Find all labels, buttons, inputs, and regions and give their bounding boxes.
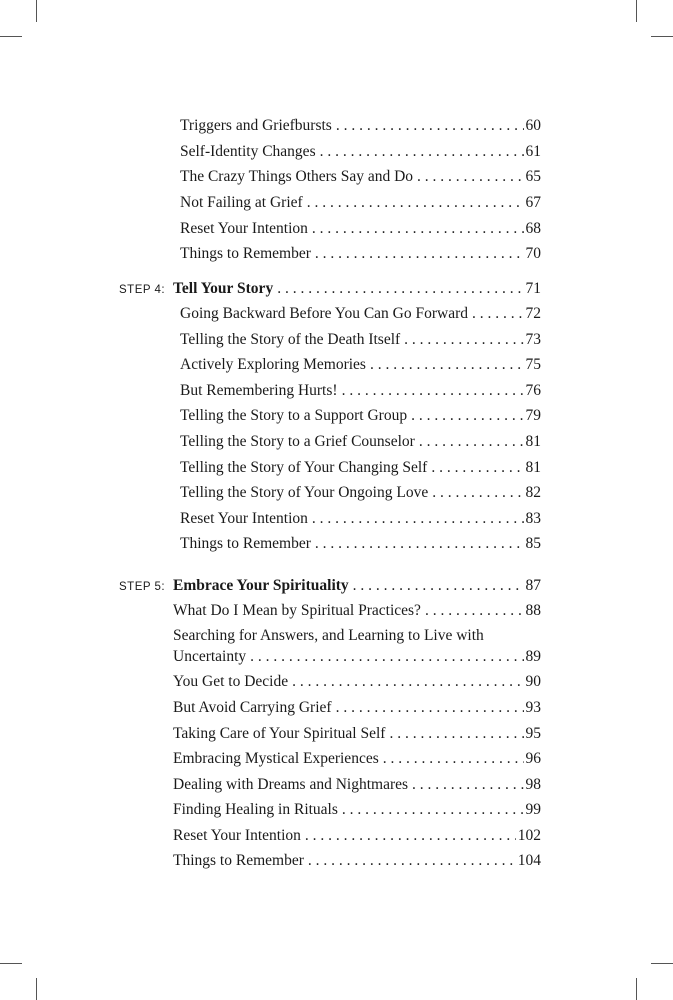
step-label: STEP 4: (119, 284, 166, 296)
toc-entry-page: 82 (525, 484, 541, 501)
toc-entry[interactable] (180, 193, 541, 213)
step-label: STEP 5: (119, 581, 166, 593)
toc-entry-title-line[interactable]: Searching for Answers, and Learning to Live with (173, 627, 484, 644)
chapter-page: 71 (525, 280, 541, 297)
toc-entry[interactable] (180, 432, 541, 452)
toc-entry-title: Not Failing at Grief (180, 194, 303, 211)
toc-entry[interactable] (180, 116, 541, 136)
toc-entry[interactable] (173, 749, 541, 769)
toc-entry-title: Actively Exploring Memories (180, 356, 366, 373)
toc-entry[interactable] (180, 142, 541, 162)
leader-dots (370, 355, 524, 375)
toc-entry[interactable] (180, 330, 541, 350)
toc-entry-page: 60 (525, 117, 541, 134)
toc-entry[interactable] (173, 724, 541, 744)
crop-mark (636, 0, 637, 22)
toc-entry[interactable] (173, 698, 541, 718)
toc-entry-title: Reset Your Intention (180, 220, 308, 237)
leader-dots (411, 406, 523, 426)
toc-entry[interactable] (180, 167, 541, 187)
toc-entry[interactable] (173, 851, 541, 871)
toc-entry[interactable] (180, 509, 541, 529)
toc-entry-title: But Avoid Carrying Grief (173, 699, 332, 716)
leader-dots (320, 142, 524, 162)
toc-entry[interactable] (180, 219, 541, 239)
toc-entry-title: Embracing Mystical Experiences (173, 750, 379, 767)
toc-entry-page: 75 (525, 356, 541, 373)
toc-entry-page: 89 (525, 648, 541, 665)
toc-entry-title: Reset Your Intention (180, 510, 308, 527)
leader-dots (312, 219, 524, 239)
toc-entry-title: Things to Remember (180, 245, 311, 262)
toc-entry-title: Telling the Story to a Support Group (180, 407, 408, 424)
toc-entry[interactable] (180, 483, 541, 503)
chapter-heading[interactable] (173, 576, 541, 596)
leader-dots (472, 304, 524, 324)
crop-mark (651, 963, 673, 964)
toc-entry-page: 73 (525, 331, 541, 348)
leader-dots (307, 193, 524, 213)
toc-entry-page: 83 (525, 510, 541, 527)
toc-entry-title: Telling the Story of Your Changing Self (180, 459, 428, 476)
toc-entry-title: Telling the Story of the Death Itself (180, 331, 401, 348)
toc-entry-page: 102 (517, 827, 541, 844)
toc-entry-page: 79 (525, 407, 541, 424)
crop-mark (0, 963, 22, 964)
crop-mark (36, 978, 37, 1000)
chapter-page: 87 (525, 577, 541, 594)
toc-entry-page: 93 (525, 699, 541, 716)
toc-entry-title: Things to Remember (173, 852, 304, 869)
toc-entry-page: 98 (525, 776, 541, 793)
chapter-title: Embrace Your Spirituality (173, 577, 349, 594)
toc-entry[interactable] (180, 355, 541, 375)
leader-dots (431, 458, 523, 478)
toc-entry-page: 99 (525, 801, 541, 818)
leader-dots (308, 851, 516, 871)
leader-dots (412, 775, 523, 795)
toc-entry-title: Going Backward Before You Can Go Forward (180, 305, 468, 322)
leader-dots (342, 800, 524, 820)
toc-entry-title: Taking Care of Your Spiritual Self (173, 725, 386, 742)
toc-entry-title: Telling the Story of Your Ongoing Love (180, 484, 429, 501)
toc-entry[interactable] (173, 647, 541, 667)
toc-entry-title: Things to Remember (180, 535, 311, 552)
leader-dots (389, 724, 523, 744)
leader-dots (250, 647, 523, 667)
leader-dots (417, 167, 523, 187)
toc-entry-page: 76 (525, 382, 541, 399)
crop-mark (651, 36, 673, 37)
leader-dots (404, 330, 523, 350)
chapter-heading[interactable] (173, 279, 541, 299)
toc-entry[interactable] (173, 601, 541, 621)
toc-entry[interactable] (180, 406, 541, 426)
toc-entry-page: 70 (525, 245, 541, 262)
crop-mark (36, 0, 37, 22)
toc-entry[interactable] (180, 458, 541, 478)
toc-entry-title: Reset Your Intention (173, 827, 301, 844)
toc-entry[interactable] (180, 304, 541, 324)
leader-dots (419, 432, 524, 452)
leader-dots (277, 279, 523, 299)
chapter-title: Tell Your Story (173, 280, 274, 297)
toc-entry-page: 88 (525, 602, 541, 619)
leader-dots (425, 601, 524, 621)
toc-entry[interactable] (180, 244, 541, 264)
toc-entry-page: 96 (525, 750, 541, 767)
toc-entry-page: 90 (525, 673, 541, 690)
crop-mark (0, 36, 22, 37)
leader-dots (312, 509, 524, 529)
toc-entry-title: Telling the Story to a Grief Counselor (180, 433, 415, 450)
toc-entry-page: 85 (525, 535, 541, 552)
leader-dots (336, 698, 524, 718)
toc-entry-page: 65 (525, 168, 541, 185)
toc-entry[interactable] (173, 775, 541, 795)
toc-entry[interactable] (180, 534, 541, 554)
leader-dots (336, 116, 524, 136)
toc-entry-title: What Do I Mean by Spiritual Practices? (173, 602, 421, 619)
leader-dots (342, 381, 524, 401)
toc-entry[interactable] (173, 800, 541, 820)
leader-dots (353, 576, 524, 596)
toc-entry-page: 81 (525, 433, 541, 450)
toc-entry[interactable] (173, 672, 541, 692)
toc-entry-page: 72 (525, 305, 541, 322)
toc-entry-title: Finding Healing in Rituals (173, 801, 338, 818)
leader-dots (292, 672, 523, 692)
toc-entry-page: 61 (525, 143, 541, 160)
toc-entry-page: 95 (525, 725, 541, 742)
toc-entry-title: But Remembering Hurts! (180, 382, 338, 399)
toc-entry-title: The Crazy Things Others Say and Do (180, 168, 414, 185)
toc-entry-page: 81 (525, 459, 541, 476)
toc-entry-title: Dealing with Dreams and Nightmares (173, 776, 409, 793)
crop-mark (636, 978, 637, 1000)
toc-entry-title: Uncertainty (173, 648, 247, 665)
leader-dots (305, 826, 516, 846)
toc-entry-title: Self-Identity Changes (180, 143, 316, 160)
toc-entry-page: 67 (525, 194, 541, 211)
toc-entry-title: You Get to Decide (173, 673, 289, 690)
leader-dots (315, 244, 524, 264)
toc-entry[interactable] (180, 381, 541, 401)
leader-dots (432, 483, 523, 503)
leader-dots (383, 749, 524, 769)
toc-entry[interactable] (173, 826, 541, 846)
toc-entry-title: Triggers and Griefbursts (180, 117, 332, 134)
toc-entry-page: 68 (525, 220, 541, 237)
leader-dots (315, 534, 524, 554)
toc-entry-page: 104 (517, 852, 541, 869)
